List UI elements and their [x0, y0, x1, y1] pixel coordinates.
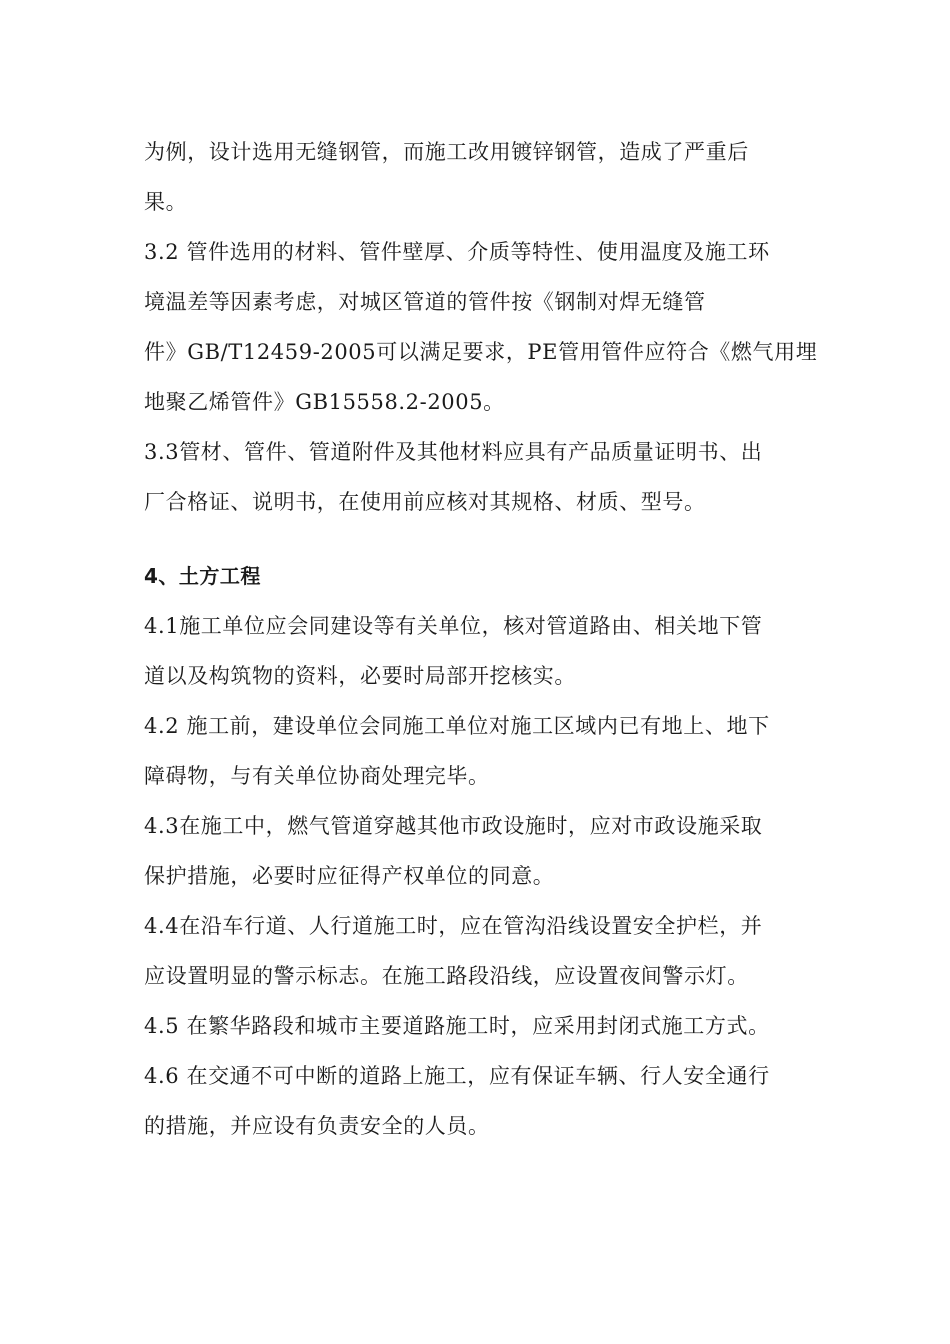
text-line: 的措施，并应设有负责安全的人员。 [144, 1114, 490, 1138]
text-line: 果。 [144, 190, 188, 214]
text-line: 障碍物，与有关单位协商处理完毕。 [144, 764, 490, 788]
text-line: 4.1施工单位应会同建设等有关单位，核对管道路由、相关地下管 [144, 614, 763, 638]
text-line: 道以及构筑物的资料，必要时局部开挖核实。 [144, 664, 576, 688]
section-heading: 4、土方工程 [144, 564, 261, 588]
text-line: 3.2 管件选用的材料、管件壁厚、介质等特性、使用温度及施工环 [144, 240, 770, 264]
text-line: 厂合格证、说明书，在使用前应核对其规格、材质、型号。 [144, 490, 706, 514]
text-line: 境温差等因素考虑，对城区管道的管件按《钢制对焊无缝管 [144, 290, 706, 314]
text-line: 4.5 在繁华路段和城市主要道路施工时，应采用封闭式施工方式。 [144, 1014, 770, 1038]
text-line: 为例，设计选用无缝钢管，而施工改用镀锌钢管，造成了严重后 [144, 140, 749, 164]
text-line: 应设置明显的警示标志。在施工路段沿线，应设置夜间警示灯。 [144, 964, 749, 988]
text-line: 3.3管材、管件、管道附件及其他材料应具有产品质量证明书、出 [144, 440, 763, 464]
text-line: 4.6 在交通不可中断的道路上施工，应有保证车辆、行人安全通行 [144, 1064, 770, 1088]
text-line: 4.2 施工前，建设单位会同施工单位对施工区域内已有地上、地下 [144, 714, 770, 738]
text-line: 地聚乙烯管件》GB15558.2-2005。 [144, 390, 505, 414]
text-line: 4.4在沿车行道、人行道施工时，应在管沟沿线设置安全护栏，并 [144, 914, 763, 938]
text-line: 保护措施，必要时应征得产权单位的同意。 [144, 864, 555, 888]
text-line: 4.3在施工中，燃气管道穿越其他市政设施时，应对市政设施采取 [144, 814, 763, 838]
text-line: 件》GB/T12459-2005可以满足要求，PE管用管件应符合《燃气用埋 [144, 340, 818, 364]
